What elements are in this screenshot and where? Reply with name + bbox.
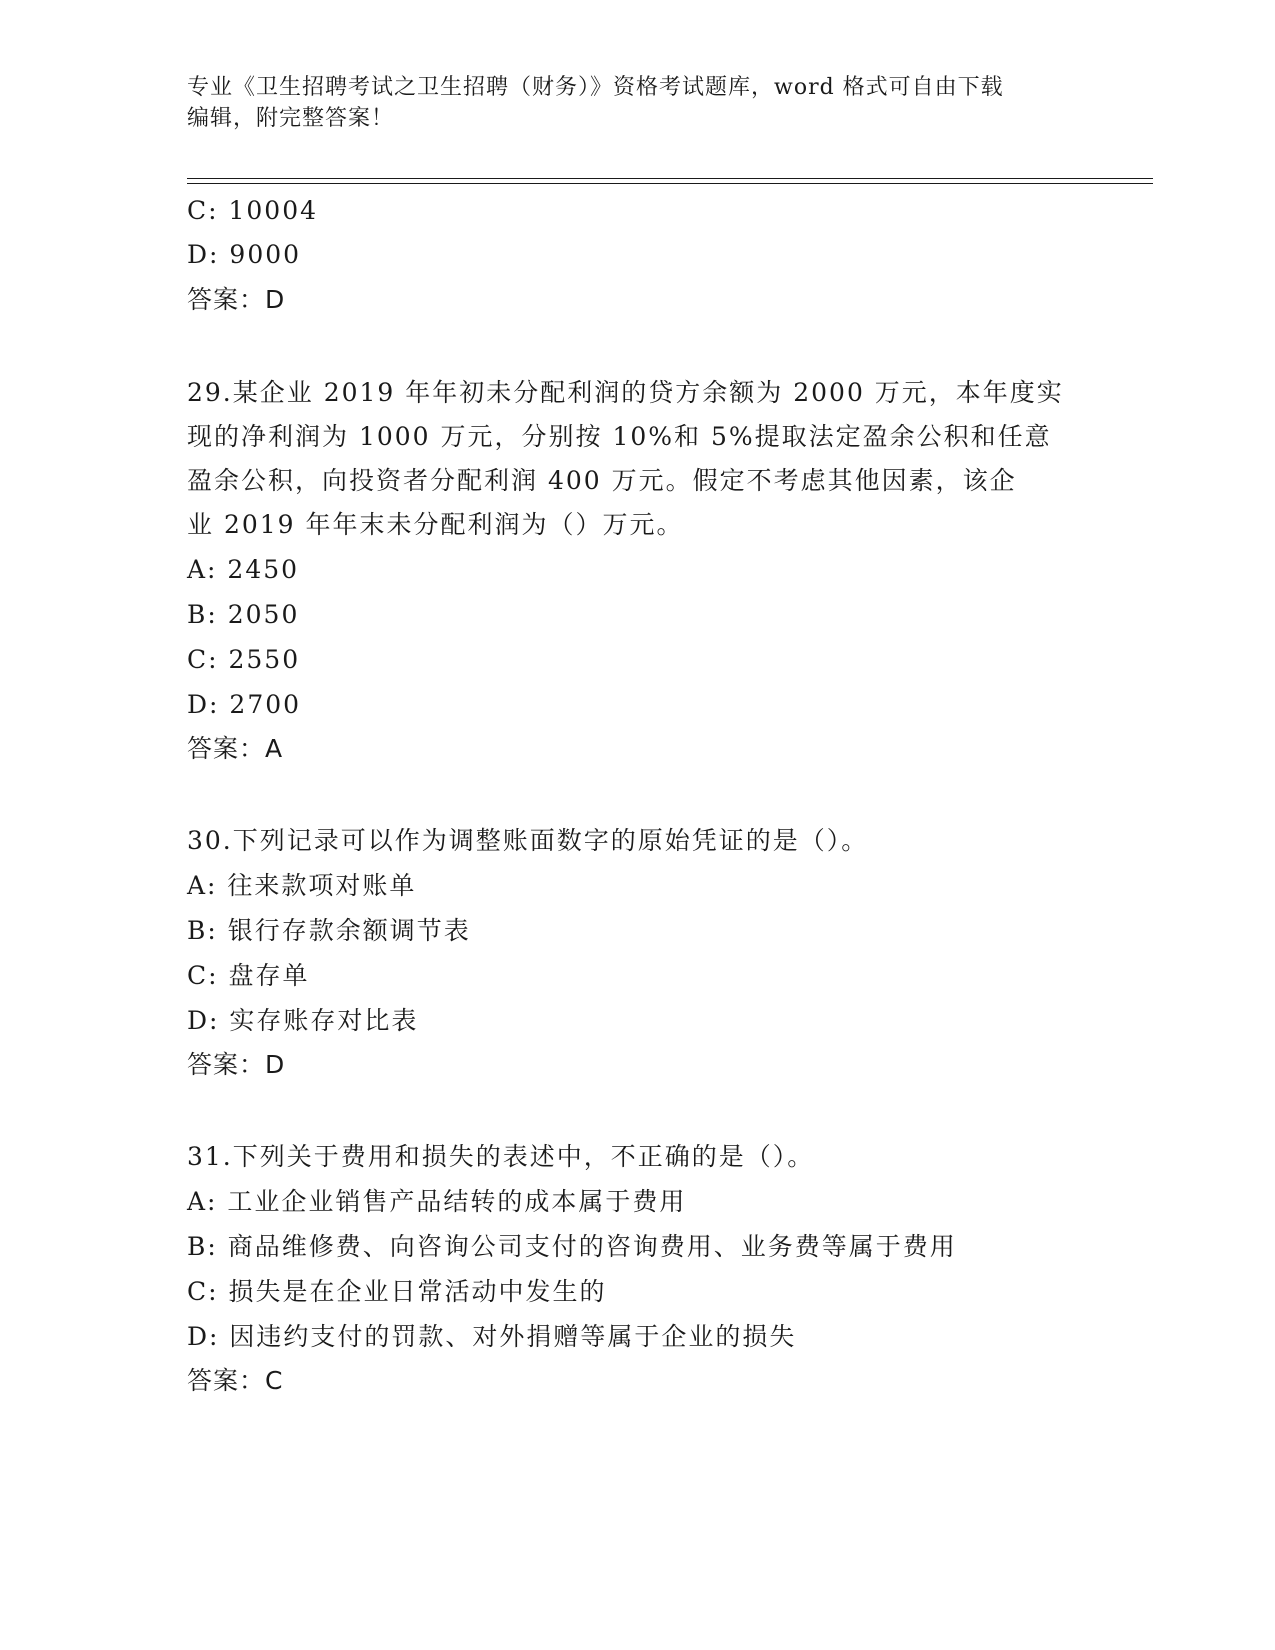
q31-stem: 31.下列关于费用和损失的表述中，不正确的是（）。 (187, 1142, 815, 1171)
q30-option-c: C: 盘存单 (187, 961, 310, 990)
q30-option-d: D: 实存账存对比表 (187, 1006, 419, 1035)
q31-option-b: B: 商品维修费、向咨询公司支付的咨询费用、业务费等属于费用 (187, 1232, 957, 1261)
q29-option-d: D: 2700 (187, 690, 302, 719)
document-header (187, 72, 1087, 134)
q31-option-d: D: 因违约支付的罚款、对外捐赠等属于企业的损失 (187, 1322, 797, 1351)
header-line-1: 专业《卫生招聘考试之卫生招聘（财务）》资格考试题库，word 格式可自由下载 (187, 75, 1004, 100)
q30-option-a: A: 往来款项对账单 (187, 871, 417, 900)
q28-answer: 答案：D (187, 285, 286, 314)
q29-option-b: B: 2050 (187, 600, 300, 629)
q31-answer: 答案：C (187, 1366, 284, 1395)
q31-option-c: C: 损失是在企业日常活动中发生的 (187, 1277, 607, 1306)
q31-option-a: A: 工业企业销售产品结转的成本属于费用 (187, 1187, 687, 1216)
q28-option-c: C: 10004 (187, 196, 319, 225)
q30-option-b: B: 银行存款余额调节表 (187, 916, 471, 945)
header-rule-top (187, 178, 1153, 179)
q28-option-d: D: 9000 (187, 240, 302, 269)
q29-stem-line-1: 29.某企业 2019 年年初未分配利润的贷方余额为 2000 万元，本年度实 (187, 378, 1064, 407)
q29-option-c: C: 2550 (187, 645, 301, 674)
header-line-2: 编辑，附完整答案！ (187, 106, 395, 131)
q30-stem: 30.下列记录可以作为调整账面数字的原始凭证的是（）。 (187, 826, 869, 855)
header-rule-bottom (187, 183, 1153, 184)
q29-stem-line-3: 盈余公积，向投资者分配利润 400 万元。假定不考虑其他因素，该企 (187, 466, 1017, 495)
q30-answer: 答案：D (187, 1050, 286, 1079)
q29-option-a: A: 2450 (187, 555, 300, 584)
q29-stem-line-4: 业 2019 年年末未分配利润为（）万元。 (187, 510, 684, 539)
q29-stem-line-2: 现的净利润为 1000 万元，分别按 10%和 5%提取法定盈余公积和任意 (187, 422, 1052, 451)
q29-answer: 答案：A (187, 734, 284, 763)
